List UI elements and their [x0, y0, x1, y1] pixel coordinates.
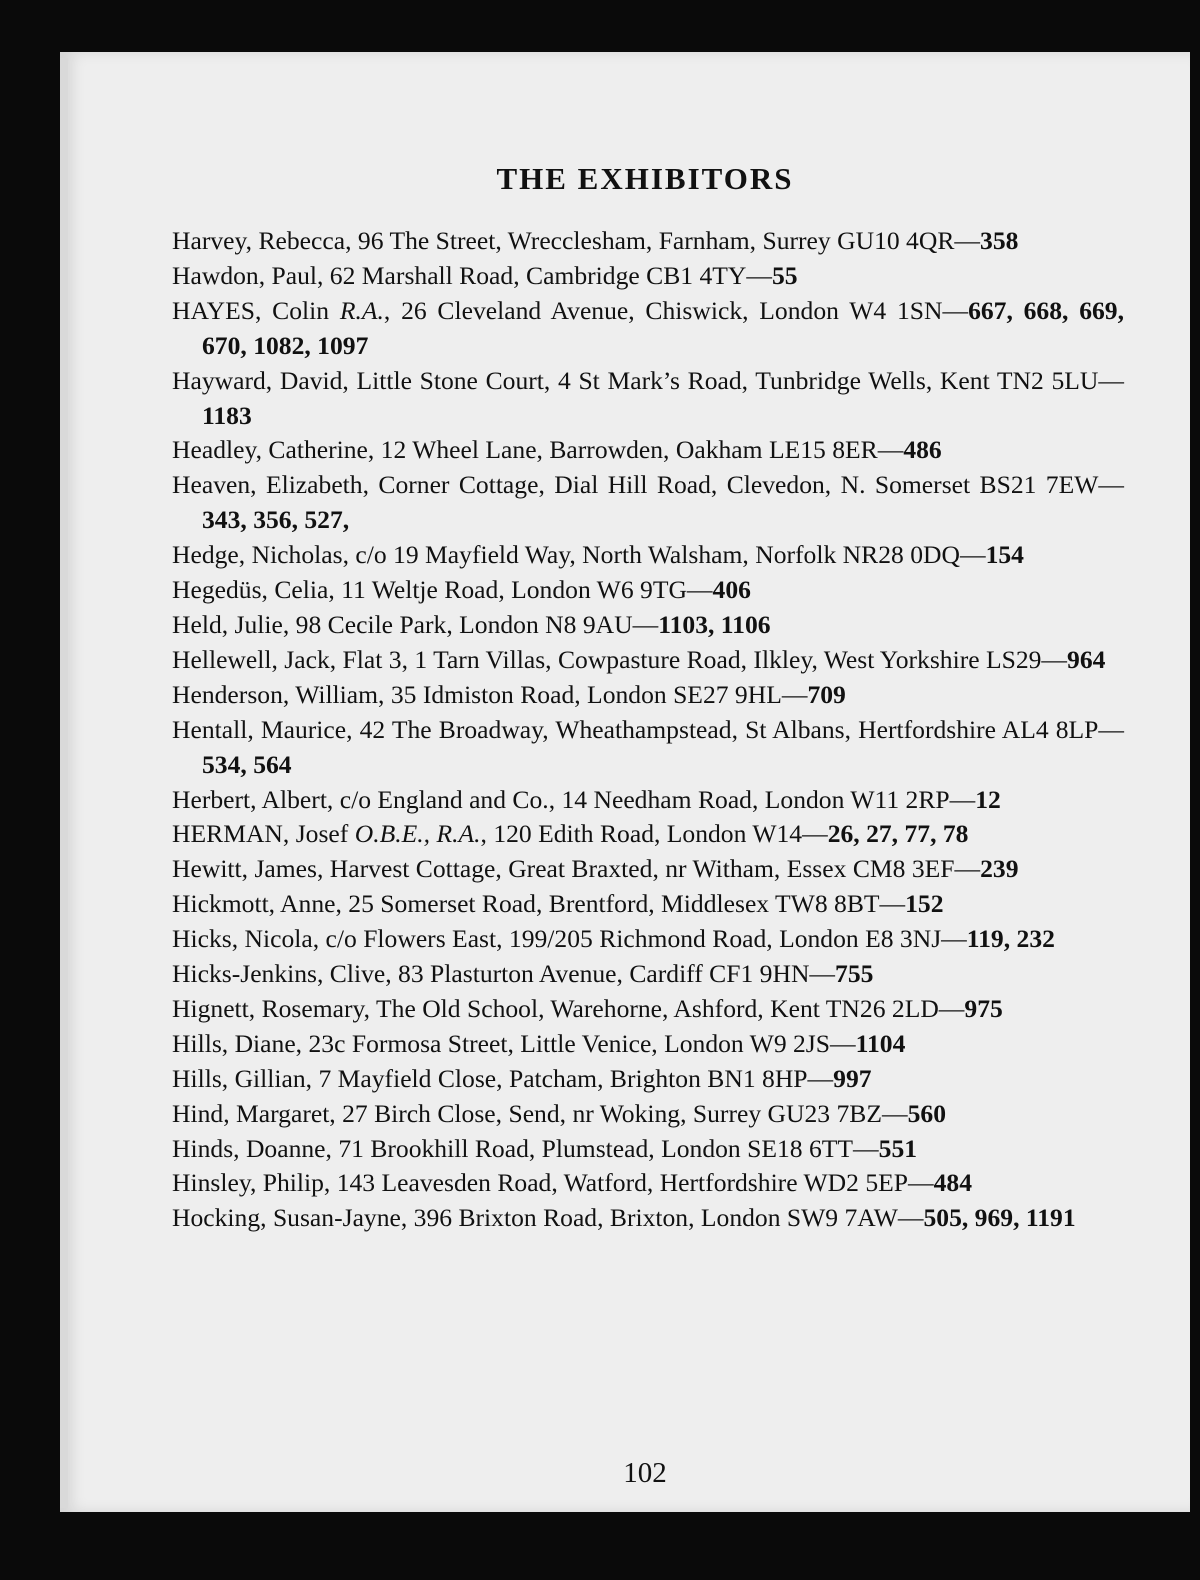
- catalogue-numbers: 119, 232: [966, 924, 1055, 954]
- catalogue-numbers: 709: [807, 679, 846, 709]
- entry-name: HERMAN, Josef: [172, 819, 355, 849]
- exhibitor-entry: [172, 538, 1124, 573]
- page-edge: [60, 58, 68, 1508]
- catalogue-numbers: 152: [905, 889, 944, 919]
- entry-text: Hind, Margaret, 27 Birch Close, Send, nr Woking, Surrey GU23 7BZ—: [172, 1098, 908, 1128]
- entry-text: Hickmott, Anne, 25 Somerset Road, Brentford, Middlesex TW8 8BT—: [172, 889, 906, 919]
- entry-text: Headley, Catherine, 12 Wheel Lane, Barrowden, Oakham LE15 8ER—: [172, 435, 904, 465]
- exhibitor-entry: [172, 957, 1124, 992]
- exhibitor-entry: [172, 817, 1124, 852]
- exhibitor-entry: [172, 852, 1124, 887]
- catalogue-numbers: 667, 668, 669, 670, 1082, 1097: [202, 295, 1124, 360]
- catalogue-numbers: 1103, 1106: [658, 609, 771, 639]
- entry-text: Hills, Gillian, 7 Mayfield Close, Patcham, Brighton BN1 8HP—: [172, 1063, 834, 1093]
- entry-honours: R.A.: [339, 295, 384, 325]
- entry-text: Hewitt, James, Harvest Cottage, Great Braxted, nr Witham, Essex CM8 3EF—: [172, 854, 981, 884]
- exhibitor-entry: [172, 468, 1124, 538]
- entry-text: Harvey, Rebecca, 96 The Street, Wrecclesham, Farnham, Surrey GU10 4QR—: [172, 226, 981, 255]
- catalogue-numbers: 1183: [202, 400, 252, 430]
- catalogue-numbers: 1104: [855, 1028, 906, 1058]
- entry-text: Hills, Diane, 23c Formosa Street, Little Venice, London W9 2JS—: [172, 1028, 856, 1058]
- exhibitor-entry: [172, 573, 1124, 608]
- catalogue-numbers: 484: [933, 1168, 972, 1198]
- entry-text: Hegedüs, Celia, 11 Weltje Road, London W6 9TG—: [172, 575, 713, 605]
- catalogue-numbers: 534, 564: [202, 749, 292, 779]
- entry-text: Hinsley, Philip, 143 Leavesden Road, Watford, Hertfordshire WD2 5EP—: [172, 1168, 934, 1198]
- exhibitor-entry: [172, 783, 1124, 818]
- exhibitor-entry: [172, 887, 1124, 922]
- exhibitor-entry: [172, 1201, 1124, 1236]
- entry-name: HAYES, Colin: [172, 295, 340, 325]
- exhibitor-entry: [172, 992, 1124, 1027]
- catalogue-numbers: 12: [975, 784, 1001, 814]
- catalogue-numbers: 406: [712, 575, 751, 605]
- catalogue-numbers: 343, 356, 527,: [202, 505, 350, 535]
- catalogue-numbers: 486: [903, 435, 942, 465]
- catalogue-numbers: 505, 969, 1191: [923, 1203, 1076, 1233]
- exhibitor-list: [172, 224, 1124, 1236]
- entry-text: Hawdon, Paul, 62 Marshall Road, Cambridge CB1 4TY—: [172, 260, 772, 290]
- exhibitor-entry: [172, 1027, 1124, 1062]
- exhibitor-entry: [172, 608, 1124, 643]
- catalogue-numbers: 964: [1067, 644, 1106, 674]
- entry-text: Held, Julie, 98 Cecile Park, London N8 9AU—: [172, 609, 659, 639]
- exhibitor-entry: [172, 713, 1124, 783]
- entry-text: Hicks, Nicola, c/o Flowers East, 199/205 Richmond Road, London E8 3NJ—: [172, 924, 967, 954]
- entry-text: , 120 Edith Road, London W14—: [480, 819, 828, 849]
- exhibitor-entry: [172, 1132, 1124, 1167]
- exhibitor-entry: [172, 1062, 1124, 1097]
- exhibitor-entry: [172, 922, 1124, 957]
- catalogue-numbers: 997: [833, 1063, 872, 1093]
- catalogue-numbers: 154: [985, 540, 1024, 570]
- entry-text: Heaven, Elizabeth, Corner Cottage, Dial Hill Road, Clevedon, N. Somerset BS21 7EW—: [172, 470, 1124, 500]
- entry-text: Hignett, Rosemary, The Old School, Warehorne, Ashford, Kent TN26 2LD—: [172, 993, 965, 1023]
- catalogue-numbers: 358: [980, 226, 1019, 255]
- book-page: [60, 52, 1190, 1512]
- catalogue-numbers: 755: [835, 959, 874, 989]
- entry-text: Henderson, William, 35 Idmiston Road, London SE27 9HL—: [172, 679, 808, 709]
- exhibitor-entry: [172, 1166, 1124, 1201]
- catalogue-numbers: 560: [907, 1098, 946, 1128]
- entry-text: Hentall, Maurice, 42 The Broadway, Wheathampstead, St Albans, Hertfordshire AL4 8LP—: [172, 714, 1124, 744]
- entry-text: Hellewell, Jack, Flat 3, 1 Tarn Villas, Cowpasture Road, Ilkley, West Yorkshire LS29—: [172, 644, 1068, 674]
- catalogue-numbers: 975: [964, 993, 1003, 1023]
- page-title: THE EXHIBITORS: [496, 160, 794, 196]
- exhibitor-entry: [172, 1097, 1124, 1132]
- entry-text: Hinds, Doanne, 71 Brookhill Road, Plumstead, London SE18 6TT—: [172, 1133, 879, 1163]
- entry-honours: O.B.E., R.A.: [354, 819, 481, 849]
- entry-text: Hedge, Nicholas, c/o 19 Mayfield Way, North Walsham, Norfolk NR28 0DQ—: [172, 540, 986, 570]
- entry-text: , 26 Cleveland Avenue, Chiswick, London W4 1SN—: [383, 295, 969, 325]
- entry-text: Hayward, David, Little Stone Court, 4 St Mark’s Road, Tunbridge Wells, Kent TN2 5LU—: [172, 365, 1124, 395]
- exhibitor-entry: [172, 643, 1124, 678]
- page-number: 102: [623, 1457, 667, 1489]
- entry-text: Herbert, Albert, c/o England and Co., 14 Needham Road, London W11 2RP—: [172, 784, 976, 814]
- exhibitor-entry: [172, 259, 1124, 294]
- catalogue-numbers: 26, 27, 77, 78: [827, 819, 969, 849]
- catalogue-numbers: 551: [878, 1133, 918, 1163]
- exhibitor-entry: [172, 294, 1124, 364]
- exhibitor-entry: [172, 433, 1124, 468]
- exhibitor-entry: [172, 678, 1124, 713]
- catalogue-numbers: 55: [771, 260, 798, 290]
- catalogue-numbers: 239: [980, 854, 1019, 884]
- exhibitor-entry: [172, 224, 1124, 259]
- entry-text: Hicks-Jenkins, Clive, 83 Plasturton Avenue, Cardiff CF1 9HN—: [172, 959, 836, 989]
- entry-text: Hocking, Susan-Jayne, 396 Brixton Road, Brixton, London SW9 7AW—: [172, 1203, 924, 1233]
- exhibitor-entry: [172, 364, 1124, 434]
